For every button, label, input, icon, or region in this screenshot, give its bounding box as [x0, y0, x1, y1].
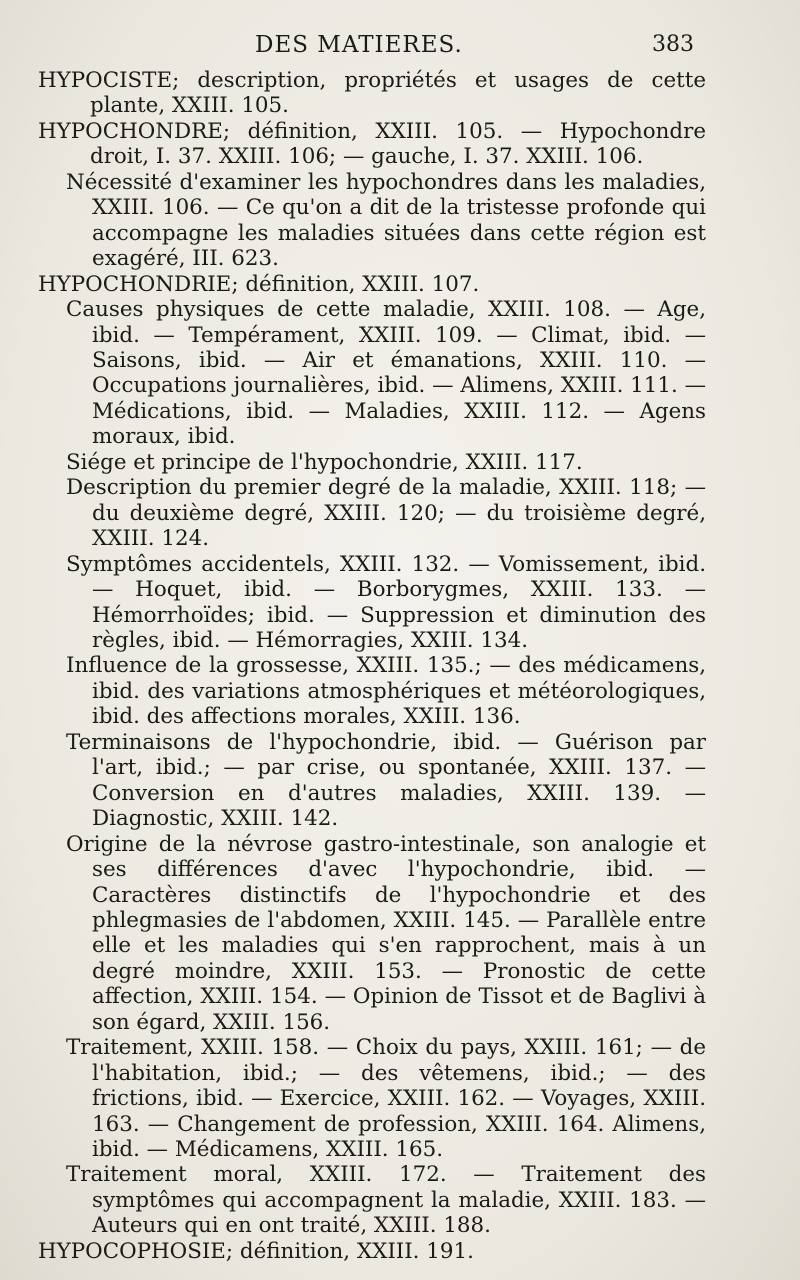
subentry: Terminaisons de l'hypochondrie, ibid. — Guérison par l'art, ibid.; — par crise, ou spontanée, XXIII. 137. — Conversion en d'autres maladies, XXIII. 139. — Diagnostic, XXIII. 142.	[66, 729, 706, 832]
subentry: Causes physiques de cette maladie, XXIII. 108. — Age, ibid. — Tempérament, XXIII. 109. — Climat, ibid. — Saisons, ibid. — Air et émanations, XXIII. 110. — Occupations journalières, ibid. — Alimens, XXIII. 111. — Médications, ibid. — Maladies, XXIII. 112. — Agens moraux, ibid.	[66, 297, 706, 450]
page-header	[0, 32, 800, 66]
entry-text: ; définition, XXIII. 191.	[225, 1238, 474, 1264]
entry-text: ; description, propriétés et usages de cette plante, XXIII. 105.	[90, 68, 706, 119]
entry-headword: HYPOCHONDRIE	[38, 271, 232, 297]
index-entry-hypochondre	[38, 119, 706, 170]
index-entry-hypochondrie	[38, 272, 706, 297]
entry-headword: HYPOCOPHOSIE	[38, 1238, 226, 1264]
subentry: Traitement moral, XXIII. 172. — Traitement des symptômes qui accompagnent la maladie, XXIII. 183. — Auteurs qui en ont traité, XXIII. 188.	[66, 1162, 706, 1239]
page-number: 383	[652, 32, 694, 57]
entry-headword: HYPOCHONDRE	[38, 118, 223, 144]
running-head: DES MATIERES.	[255, 32, 463, 58]
index-body	[38, 68, 706, 1264]
subentry: Traitement, XXIII. 158. — Choix du pays, XXIII. 161; — de l'habitation, ibid.; — des vêtemens, ibid.; — des frictions, ibid. — Exercice, XXIII. 162. — Voyages, XXIII. 163. — Changement de profession, XXIII. 164. Alimens, ibid. — Médicamens, XXIII. 165.	[66, 1035, 706, 1163]
entry-headword: HYPOCISTE	[38, 68, 173, 93]
subentry: Siége et principe de l'hypochondrie, XXIII. 117.	[66, 449, 583, 475]
entry-text: ; définition, XXIII. 107.	[231, 271, 480, 297]
subentry: Nécessité d'examiner les hypochondres dans les maladies, XXIII. 106. — Ce qu'on a dit de la tristesse profonde qui accompagne les maladies situées dans cette région est exagéré, III. 623.	[66, 169, 706, 272]
subentry: Symptômes accidentels, XXIII. 132. — Vomissement, ibid. — Hoquet, ibid. — Borborygmes, XXIII. 133. — Hémorrhoïdes; ibid. — Suppression et diminution des règles, ibid. — Hémorragies, XXIII. 134.	[66, 551, 706, 653]
subentry: Influence de la grossesse, XXIII. 135.; — des médicamens, ibid. des variations atmosphériques et météorologiques, ibid. des affections morales, XXIII. 136.	[66, 653, 706, 730]
index-entry-hypocophosie	[38, 1239, 706, 1264]
index-entry-hypociste	[38, 68, 706, 119]
subentry: Origine de la névrose gastro-intestinale, son analogie et ses différences d'avec l'hypochondrie, ibid. — Caractères distinctifs de l'hypochondrie et des phlegmasies de l'abdomen, XXIII. 145. — Parallèle entre elle et les maladies qui s'en rapprochent, mais à un degré moindre, XXIII. 153. — Pronostic de cette affection, XXIII. 154. — Opinion de Tissot et de Baglivi à son égard, XXIII. 156.	[66, 831, 706, 1035]
subentry: Description du premier degré de la maladie, XXIII. 118; — du deuxième degré, XXIII. 120; — du troisième degré, XXIII. 124.	[66, 475, 706, 552]
entry-text: ; définition, XXIII. 105. — Hypochondre droit, I. 37. XXIII. 106; — gauche, I. 37. XXIII. 106.	[90, 118, 706, 170]
